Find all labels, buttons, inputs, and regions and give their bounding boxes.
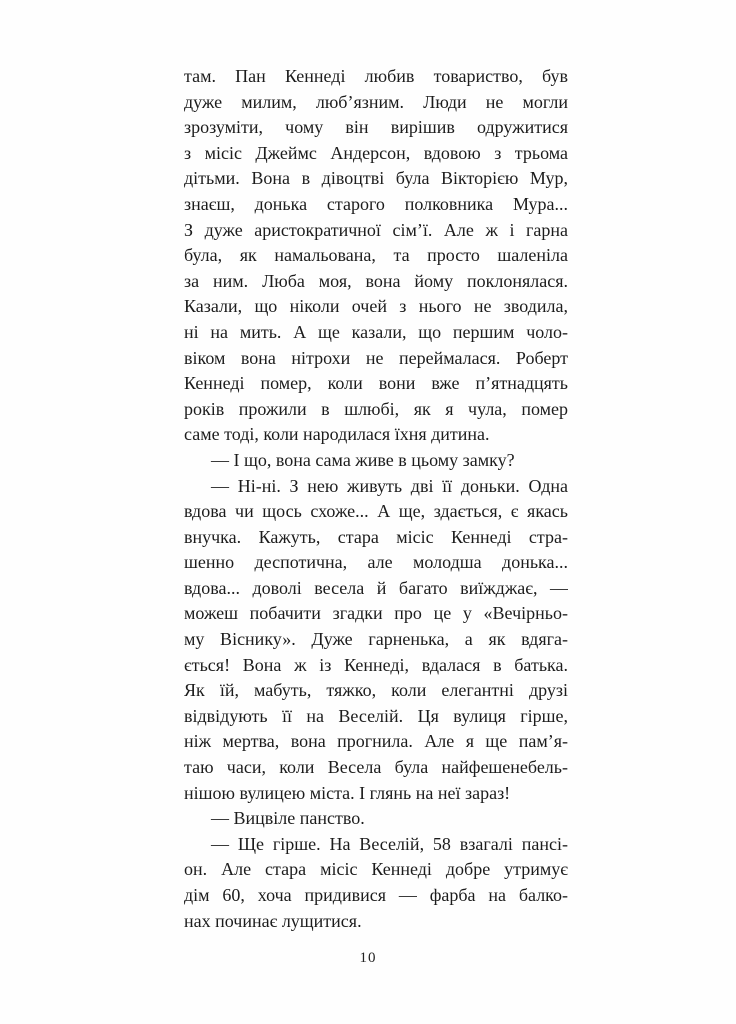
text-line: нішою вулицею міста. І глянь на неї зараз!	[184, 782, 511, 803]
text-line: знаєш, донька старого полковника Мура...	[184, 193, 568, 214]
text-line: ні на мить. А ще казали, що першим чоло-	[184, 321, 568, 342]
text-line: дітьми. Вона в дівоцтві була Вікторією Мур,	[184, 168, 568, 189]
text-line: — Вицвіле панство.	[211, 808, 365, 829]
page-number: 10	[359, 950, 377, 966]
text-line: років прожили в шлюбі, як я чула, помер	[184, 398, 568, 419]
text-line: Кеннеді помер, коли вони вже п’ятнадцять	[184, 373, 568, 394]
text-line: — Ні-ні. З нею живуть дві її доньки. Одна	[211, 475, 568, 496]
text-line: дім 60, хоча придивися — фарба на балко-	[184, 885, 568, 905]
text-line: відвідують її на Веселій. Ця вулиця гірше,	[184, 705, 568, 726]
text-line: шенно деспотична, але молодша донька...	[184, 552, 568, 573]
text-line: за ним. Люба моя, вона йому поклонялася.	[184, 270, 568, 291]
text-line: таю часи, коли Весела була найфешенебель-	[184, 757, 568, 778]
body-text	[184, 64, 568, 934]
text-line: вдова чи щось схоже... А ще, здається, є якась	[184, 501, 568, 522]
text-line: вдова... доволі весела й багато виїжджає, —	[184, 577, 568, 598]
text-line: з місіс Джеймс Андерсон, вдовою з трьома	[184, 142, 568, 163]
text-line: була, як намальована, та просто шаленіла	[184, 245, 568, 266]
text-line: можеш побачити згадки про це у «Вечірньо-	[184, 603, 568, 624]
text-line: нах починає лущитися.	[184, 910, 362, 931]
text-line: му Віснику». Дуже гарненька, а як вдяга-	[184, 629, 568, 650]
text-line: зрозуміти, чому він вирішив одружитися	[184, 117, 568, 138]
text-line: Як їй, мабуть, тяжко, коли елегантні друзі	[184, 680, 568, 701]
text-line: — Ще гірше. На Веселій, 58 взагалі пансі-	[211, 833, 568, 854]
text-line: Казали, що ніколи очей з нього не зводила,	[184, 296, 568, 317]
text-line: внучка. Кажуть, стара місіс Кеннеді стра-	[184, 526, 568, 547]
text-line: З дуже аристократичної сім’ї. Але ж і гарна	[184, 219, 568, 240]
text-line: дуже милим, люб’язним. Люди не могли	[184, 91, 568, 112]
text-line: ніж мертва, вона прогнила. Але я ще пам’я-	[184, 731, 568, 752]
text-line: віком вона нітрохи не переймалася. Роберт	[184, 347, 568, 368]
text-line: там. Пан Кеннеді любив товариство, був	[184, 66, 568, 86]
text-line: — І що, вона сама живе в цьому замку?	[211, 449, 515, 470]
text-line: он. Але стара місіс Кеннеді добре утримує	[184, 859, 568, 880]
text-line: саме тоді, коли народилася їхня дитина.	[184, 424, 490, 445]
text-line: ється! Вона ж із Кеннеді, вдалася в батька.	[184, 654, 568, 675]
